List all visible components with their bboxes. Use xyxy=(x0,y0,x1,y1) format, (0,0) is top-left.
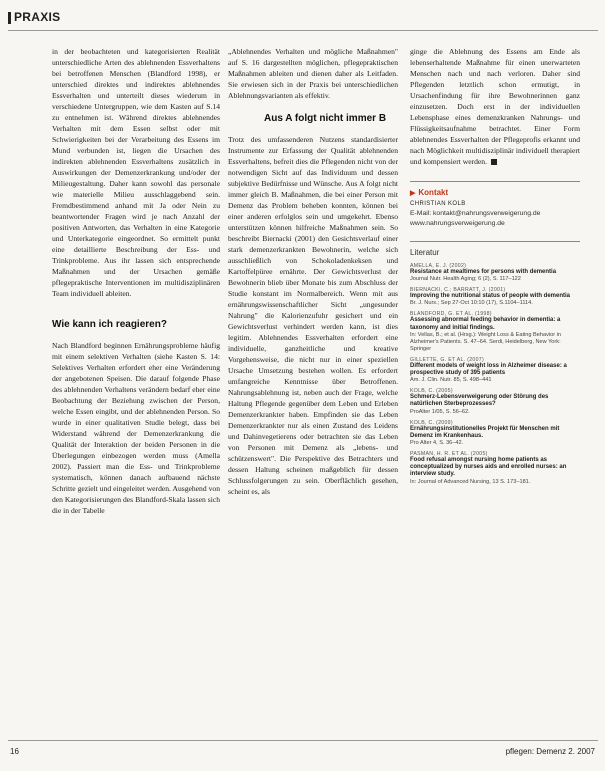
column-3 xyxy=(410,46,580,490)
body-text: ginge die Ablehnung des Essens am Ende als lebenserhaltende Maßnahme für einen unerwarteten Menschen nach und nach verloren. Daher sind Pflegenden letztlich schon ermutigt, in Ursachenfindung für ihre Bewohnerinnen ganz einzusetzen. Doch erst in der individuellen Lebensphase eines demenzkranken Nahrungs- und Flüssigkeitsaufnahme betrachtet. Einer Form ablehnendes Essverhalten der Pflegeprofis erkannt und nach Möglichkeit multidisziplinär individuell therapiert und kompensiert werden. xyxy=(410,47,580,166)
contact-email[interactable]: E-Mail: kontakt@nahrungsverweigerung.de xyxy=(410,210,541,217)
column-2 xyxy=(228,46,398,497)
reference-title: Food refusal amongst nursing home patients as conceptualized by nurses aids and enrolled nurses: an interview study. xyxy=(410,457,567,478)
body-paragraph: in der beobachteten und kategorisierten Realität unterschiedliche Arten des ablehnenden Essverhaltens bei betroffenen Menschen (Blandford 1998), er unterschied direktes und indirektes ablehnendes Essverhalten und unterteilt dieses wiederum in verschiedene Untergruppen, wie dem Kasten auf S.14 zu entnehmen ist. Während direktes ablehnendes Verhalten mit dem Essen selbst oder mit Schwierigkeiten bei der Verarbeitung des Essens im Mund verbunden ist, liegen die Ursachen des indirekten ablehnenden Essverhaltens zusätzlich in Auswirkungen der Demenzerkrankung und/oder der Milieugestaltung. Daher kann sowohl das personale wie materielle Milieu ausschlaggebend sein. Fremdbestimmend anhand mit Ja oder Nein zu beantwortender Fragen wird je nach Anzahl der positiven Antworten, das Verhalten in eine Kategorie und Unterkategorie eingeordnet. So ermittelt punkt eine detaillierte Beschreibung der Ess- und Trinkprobleme. Aus ihr lassen sich entsprechende Maßnahmen und der Ursachen gemäße pflegepraktische Interventionen im multidisziplinären Team individuell ableiten. xyxy=(52,47,220,298)
literature-heading: Literatur xyxy=(410,248,440,257)
reference-author: GILLETTE, G. ET AL. (2007) xyxy=(410,356,485,363)
reference-item xyxy=(410,420,580,447)
reference-source: In: Journal of Advanced Nursing, 13 S. 173–181. xyxy=(410,478,531,485)
reference-author: AMELLA, E. J. (2002) xyxy=(410,263,467,269)
page-footer xyxy=(0,740,605,764)
reference-title: Assessing abnormal feeding behavior in dementia: a taxonomy and initial findings. xyxy=(410,317,561,331)
contact-label: Kontakt xyxy=(418,188,449,197)
contact-heading xyxy=(410,188,580,197)
body-paragraph: Nach Blandford beginnen Ernährungsprobleme häufig mit einem selektiven Verhalten (siehe Kasten S. 14: Selektives Verhalten erfordert eher eine Veränderung der angebotenen Speisen. Die darauf folgende Phase des ablehnenden Verhaltens verändern bedarf eher eine Beobachtung der Beziehung zwischen der Person, welche Essen eingibt, und der ablehnenden Person. So wurde in einer qualitativen Studie belegt, dass bei Widerstand während der Demenzerkrankung die Qualität der Interaktion der beiden Personen in die Überlegungen einbezogen werden muss (Amella 2002). Passiert man die Ess- und Trinkprobleme systematisch, können danach aufbauend nächste Schritte gezielt und eingeleitet werden. Ausgehend von den Kategorisierungen des Blandford-Skala lassen sich die in der Tabelle xyxy=(52,341,220,515)
end-mark-icon xyxy=(491,159,497,165)
reference-item xyxy=(410,357,580,384)
reference-title: Resistance at mealtimes for persons with dementia xyxy=(410,269,557,275)
reference-title: Different models of weight loss in Alzheimer disease: a prospective study of 395 patients xyxy=(410,362,567,377)
reference-source: Am. J. Clin. Nutr. 85, S. 498–441 xyxy=(410,377,492,384)
reference-source: Br. J. Nurs.; Sep 27-Oct 10:10 (17), S.1104–1114. xyxy=(410,300,533,307)
reference-item xyxy=(410,287,580,307)
reference-title: Schmerz-Lebensverweigerung oder Störung des natürlichen Sterbeprozesses? xyxy=(410,394,549,408)
reference-author: KOLB, C. (2005) xyxy=(410,388,453,395)
page-number: 16 xyxy=(10,747,19,756)
triangle-right-icon: ▶ xyxy=(410,190,416,197)
reference-item xyxy=(410,311,580,352)
section-title: PRAXIS xyxy=(14,10,61,24)
footer-divider xyxy=(8,740,598,741)
reference-source: Pro Alter 4, S. 36–42. xyxy=(410,440,464,447)
reference-title: Ernährungsinstitutionelles Projekt für Menschen mit Demenz im Krankenhaus. xyxy=(410,425,560,439)
body-paragraph: „Ablehnendes Verhalten und mögliche Maßnahmen" auf S. 16 dargestellten möglichen, pflegepraktischen Maßnahmen ableiten und dienen daher als Leitfaden. Sie erwiesen sich in der Praxis bei unterschiedlichen Ablehnungsvarianten als effektiv. xyxy=(228,47,398,100)
reference-source: ProAlter 1/05, S. 56–62. xyxy=(410,408,470,415)
section-heading: Aus A folgt nicht immer B xyxy=(264,113,387,124)
reference-title: Improving the nutritional status of people with dementia xyxy=(410,293,571,300)
contact-website[interactable]: www.nahrungsverweigerung.de xyxy=(410,220,505,227)
reference-author: BIERNACKI, C.; BARRATT, J. (2001) xyxy=(410,287,506,294)
header-accent-bar xyxy=(8,12,11,24)
body-paragraph: Trotz des umfassenderen Nutzens standardisierter Instrumente zur Erfassung der Qualität ablehnenden Essverhaltens, befreit dies die Pflegenden nicht von der notwendigen Sicht auf das Individuum und dessen subjektive Bedürfnisse und Wünsche. Aus A folgt nicht immer gleich B. Maßnahmen, die bei einer Person mit Demenz das Problem beheben konnten, können bei einer anderen erfolglos sein und umgekehrt. Ebenso unterstützen können hilfreiche Maßnahmen sein. So beschreibt Biernacki (2001) den Gesichtsverlauf einer stark demenzerkrankten Bewohnerin, welche sich ausschließlich von Schokoladenkeksen und Kartoffelpüree ernährte. Der Gewichtsverlust der Bewohnerin blieb über Monate bis zum Abschluss der Studie konstant im Normalbereich. Wenn mit aus ernährungswissenschaftlicher Sicht „ungesunder Nahrung" die Kalorienzufuhr gesichert und ein Gewichtsverlust verhindert werden kann, ist dies legitim. Ablehnendes Essverhalten erfordert eine individuelle, ganzheitliche und kreative Vorgehensweise, die nicht nur in einer speziellen Ursache Umsetzung bestehen wollen. Es erfordert umfangreiche Kenntnisse über Betroffenen. Nahrungsablehnung ist, neben auch der Frage, welche Haltung Pflegende gegenüber dem Leben und Erleben Demenzerkrankter haben. Empfinden sie das Leben Demenzerkrankter nur als einen Zustand des Leidens und Dahinvegetierens oder betrachten sie das Leben von Personen mit Demenz als „lebens- und schützenswert". Die Perspektive des Betrachters und dessen Haltung scheinen maßgeblich für dessen Schlussfolgerungen zu sein. Oberflächlich gesehen, scheint es, als xyxy=(228,135,398,496)
literature-box xyxy=(410,241,580,486)
body-paragraph xyxy=(410,46,580,167)
reference-item xyxy=(410,263,580,283)
reference-author: KOLB, C. (2009) xyxy=(410,419,453,426)
page-header xyxy=(0,0,605,40)
reference-item xyxy=(410,388,580,415)
reference-author: BLANDFORD, G. ET AL. (1998) xyxy=(410,311,492,318)
contact-box xyxy=(410,181,580,227)
contact-name: CHRISTIAN KOLB xyxy=(410,201,466,207)
reference-item xyxy=(410,451,580,486)
column-1 xyxy=(52,46,220,516)
section-heading: Wie kann ich reagieren? xyxy=(52,319,167,330)
journal-name: pflegen: Demenz 2. 2007 xyxy=(505,747,595,756)
reference-source: Journal Nutr. Health Aging; 6 (2), S. 117–122 xyxy=(410,276,521,283)
header-divider xyxy=(8,30,598,31)
reference-source: In: Vellas, B.; et al. (Hrsg.): Weight Loss & Eating Behavior in Alzheimer's Patients. S. 47–64. Serdi, Heidelberg, New York: Springer xyxy=(410,331,561,352)
reference-author: PASMAN, H. R. ET AL. (2005) xyxy=(410,451,488,458)
